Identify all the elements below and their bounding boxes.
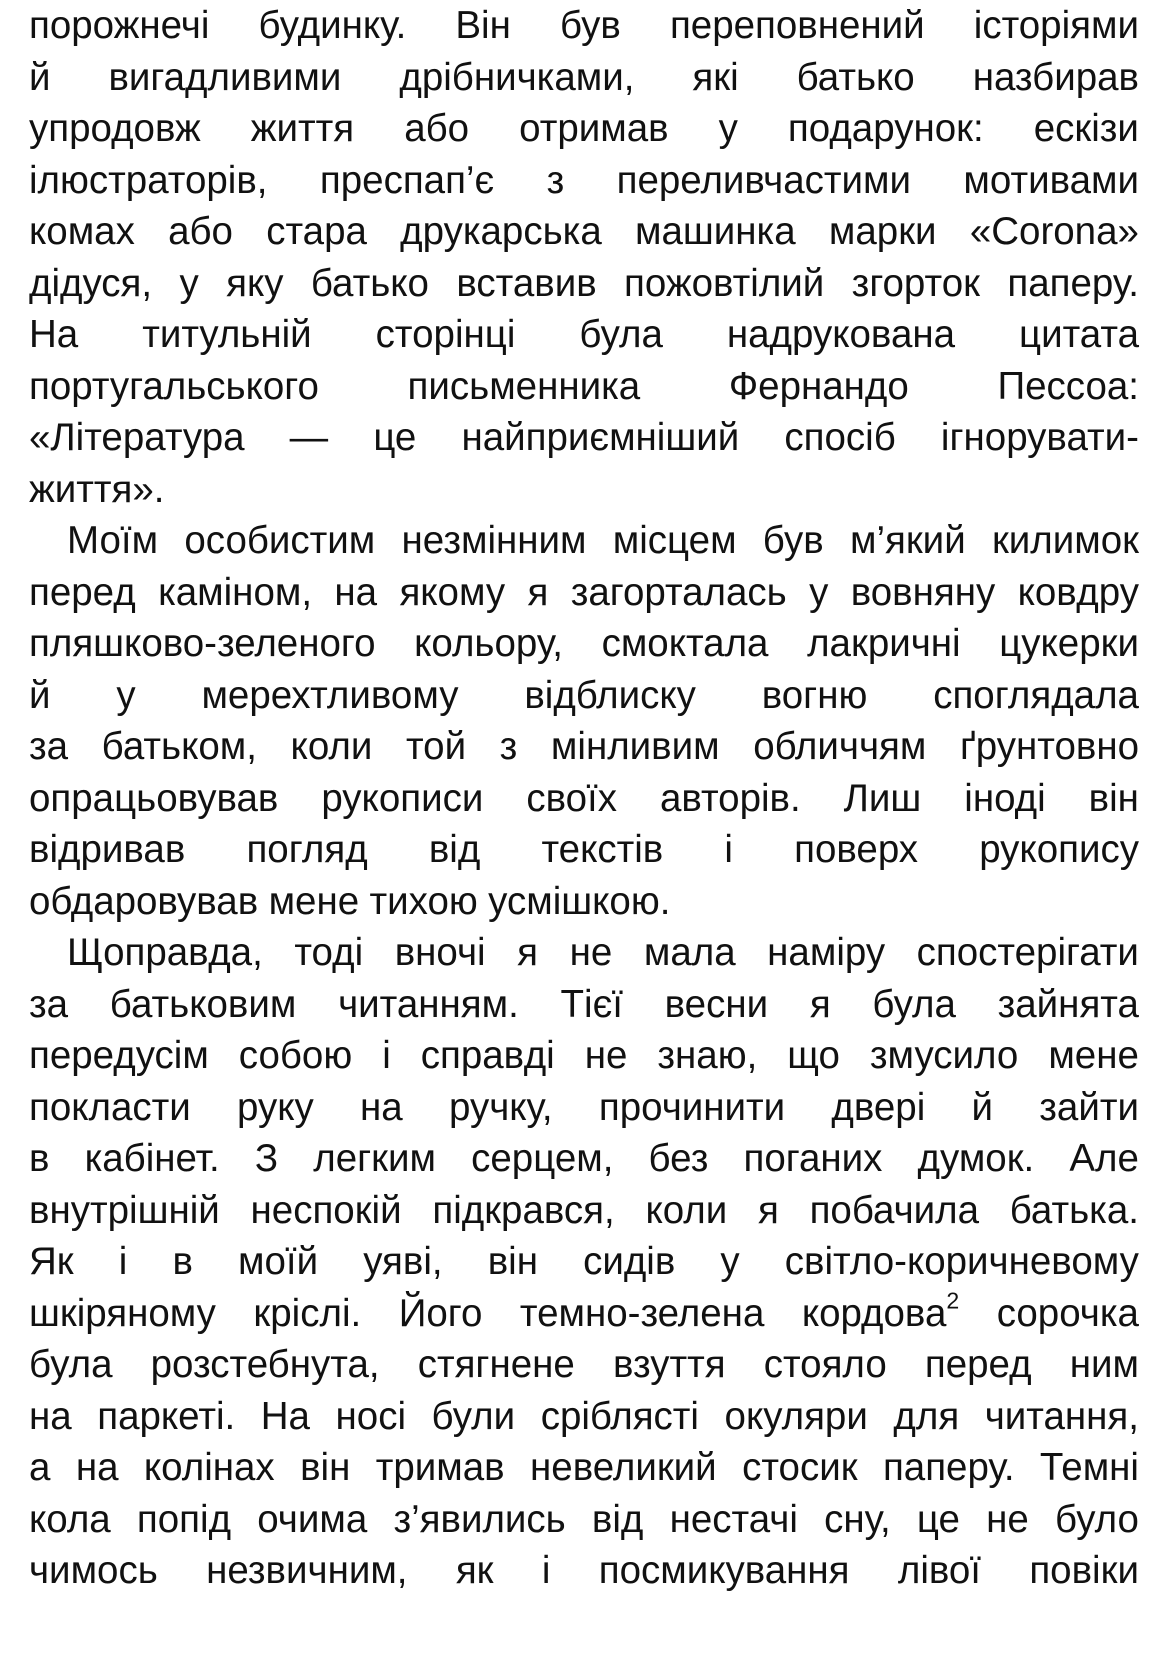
word: мала xyxy=(643,931,736,974)
word: іноді xyxy=(964,776,1046,820)
word: ґрунтовно xyxy=(959,725,1139,768)
word: обличчям xyxy=(753,725,927,768)
word: перед xyxy=(29,570,136,614)
word: що xyxy=(787,1034,840,1077)
word: килимок xyxy=(991,519,1139,562)
word: споглядала xyxy=(933,673,1139,717)
word: незвичним, xyxy=(206,1549,408,1592)
word: друкарська xyxy=(400,210,602,253)
word: письменника xyxy=(407,364,641,408)
text-line xyxy=(29,1391,1139,1443)
word: й xyxy=(29,55,51,99)
word: вигадливими xyxy=(108,55,342,99)
word: змусило xyxy=(869,1034,1019,1077)
word: життя xyxy=(250,107,355,150)
word: справді xyxy=(420,1034,555,1077)
word: цукерки xyxy=(999,622,1139,665)
word: переповнений xyxy=(669,4,925,47)
word: у xyxy=(720,1240,740,1283)
word: світло-коричневому xyxy=(784,1240,1139,1283)
word: без xyxy=(648,1137,709,1180)
word: а xyxy=(29,1446,51,1489)
word: життя». xyxy=(29,467,165,511)
word: рукописи xyxy=(321,776,484,820)
word: попід xyxy=(136,1497,232,1541)
word: паперу. xyxy=(1007,261,1139,305)
text-line xyxy=(29,361,1139,413)
word: я xyxy=(809,982,831,1026)
word: я xyxy=(527,570,549,614)
word: найприємніший xyxy=(461,416,740,459)
word: від xyxy=(591,1497,644,1541)
word: були xyxy=(431,1394,516,1438)
word: історіями xyxy=(973,4,1139,47)
paragraph xyxy=(29,927,1139,1597)
word: повіки xyxy=(1029,1549,1139,1592)
word: він xyxy=(1088,776,1139,820)
word: була xyxy=(579,313,663,356)
word: зайнята xyxy=(997,982,1139,1026)
text-line xyxy=(29,1339,1139,1391)
word: читанням. xyxy=(338,982,519,1026)
word: батько xyxy=(796,55,915,99)
text-line xyxy=(29,824,1139,876)
word: своїх xyxy=(526,776,617,820)
word: з’явились xyxy=(393,1497,566,1541)
paragraph xyxy=(29,0,1139,515)
word: не xyxy=(584,1034,628,1077)
word: сріблясті xyxy=(540,1394,699,1438)
word: і xyxy=(382,1034,391,1077)
word: пляшково-зеленого xyxy=(29,622,376,665)
word: «Corona» xyxy=(969,210,1139,253)
word: паркеті. xyxy=(97,1394,236,1438)
text-line xyxy=(29,464,1139,516)
word: у xyxy=(718,107,738,150)
word: відблиску xyxy=(524,673,696,717)
word: авторів. xyxy=(659,776,801,820)
word: Тієї xyxy=(560,982,623,1026)
word: порожнечі xyxy=(29,4,210,47)
word: очима xyxy=(257,1497,368,1541)
text-line xyxy=(29,103,1139,155)
word: він xyxy=(487,1240,538,1283)
word: я xyxy=(517,931,539,974)
word: рукопису xyxy=(979,828,1139,871)
word: був xyxy=(559,4,621,47)
word: для xyxy=(893,1394,960,1438)
word: ним xyxy=(1069,1343,1139,1386)
word: особистим xyxy=(184,519,376,562)
word: погляд xyxy=(246,828,368,871)
word: темно-зелена xyxy=(519,1291,765,1335)
word: у xyxy=(116,673,136,717)
word: кріслі. xyxy=(253,1291,362,1335)
word: Пессоа: xyxy=(997,364,1139,408)
text-line xyxy=(29,412,1139,464)
word: нестачі xyxy=(669,1497,798,1541)
word: наміру xyxy=(767,931,886,974)
word: стара xyxy=(266,210,367,253)
document-page xyxy=(29,0,1139,1597)
word: сну, xyxy=(824,1497,891,1541)
word: ескізи xyxy=(1033,107,1139,150)
word: паперу. xyxy=(882,1446,1015,1489)
word: спостерігати xyxy=(916,931,1139,974)
text-line xyxy=(29,876,1139,928)
word: вставив xyxy=(456,261,597,305)
word: взуття xyxy=(612,1343,726,1386)
word: і xyxy=(541,1549,551,1592)
text-line xyxy=(29,1082,1139,1134)
word: моїй xyxy=(238,1240,319,1283)
word: відривав xyxy=(29,828,186,871)
word: з xyxy=(546,158,565,202)
word: подарунок: xyxy=(787,107,984,150)
word: кабінет. xyxy=(84,1137,220,1180)
word: не xyxy=(569,931,613,974)
text-line xyxy=(29,1442,1139,1494)
word: На xyxy=(260,1394,310,1438)
word: тоді xyxy=(294,931,364,974)
text-line xyxy=(29,1288,1139,1340)
word: собою xyxy=(238,1034,353,1077)
word: руку xyxy=(237,1085,314,1129)
word: Його xyxy=(398,1291,483,1335)
text-line xyxy=(29,670,1139,722)
word: батька. xyxy=(1009,1188,1139,1232)
word: мінливим xyxy=(550,725,720,768)
word: мерехтливому xyxy=(201,673,459,717)
word: Але xyxy=(1069,1137,1139,1180)
word: або xyxy=(168,210,233,253)
word: я xyxy=(757,1188,779,1232)
footnote-marker[interactable]: 2 xyxy=(946,1287,960,1314)
word: смоктала xyxy=(601,622,769,665)
word: вовняну xyxy=(850,570,996,614)
word: отримав xyxy=(519,107,669,150)
word: каміном, xyxy=(158,570,313,614)
word: посмикування xyxy=(598,1549,850,1592)
word: будинку. xyxy=(258,4,407,47)
word: Лиш xyxy=(843,776,922,820)
word: м’який xyxy=(849,519,966,562)
word: вогню xyxy=(761,673,868,717)
word: носі xyxy=(335,1394,406,1438)
word: португальського xyxy=(29,364,319,408)
word: серцем, xyxy=(471,1137,614,1180)
paragraph xyxy=(29,515,1139,927)
word: коли xyxy=(290,725,373,768)
word: чимось xyxy=(29,1549,158,1592)
word: не xyxy=(986,1497,1029,1541)
word: внутрішній xyxy=(29,1188,220,1232)
word: марки xyxy=(828,210,937,253)
word: прочинити xyxy=(598,1085,786,1129)
word: лівої xyxy=(897,1549,982,1592)
word: як xyxy=(455,1549,494,1592)
word: весни xyxy=(664,982,769,1026)
word: розстебнута, xyxy=(150,1343,380,1386)
text-line xyxy=(29,155,1139,207)
word: кольору, xyxy=(414,622,563,665)
word: незмінним xyxy=(401,519,587,562)
word: сидів xyxy=(583,1240,676,1283)
word: передусім xyxy=(29,1034,209,1077)
text-line xyxy=(29,1236,1139,1288)
word: Він xyxy=(455,4,511,47)
word: він xyxy=(300,1446,351,1489)
word: якому xyxy=(399,570,506,614)
word: або xyxy=(404,107,470,150)
word: підкрався, xyxy=(432,1188,615,1232)
word: кола xyxy=(29,1497,111,1541)
word: читання, xyxy=(984,1394,1139,1438)
word: легким xyxy=(313,1137,437,1180)
word: неспокій xyxy=(250,1188,402,1232)
word: переливчастими xyxy=(616,158,911,202)
text-line xyxy=(29,1545,1139,1597)
word: Моїм xyxy=(67,519,159,562)
text-line xyxy=(29,1133,1139,1185)
word: ковдру xyxy=(1017,570,1139,614)
word: коли xyxy=(645,1188,728,1232)
word: поверх xyxy=(794,828,919,871)
text-line xyxy=(29,515,1139,567)
word: усмішкою. xyxy=(488,879,671,923)
word: побачила xyxy=(809,1188,980,1232)
word: кордова$^2$ xyxy=(801,1287,960,1335)
word: обдаровував xyxy=(29,879,259,923)
word: Щоправда, xyxy=(67,931,263,974)
word: які xyxy=(692,55,739,99)
text-line xyxy=(29,567,1139,619)
text-line xyxy=(29,773,1139,825)
word: машинка xyxy=(635,210,796,253)
word: батьком, xyxy=(101,725,257,768)
word: невеликий xyxy=(530,1446,717,1489)
text-line xyxy=(29,258,1139,310)
word: вночі xyxy=(394,931,486,974)
word: На xyxy=(29,313,79,356)
word: упродовж xyxy=(29,107,201,150)
word: стягнене xyxy=(417,1343,575,1386)
word: у xyxy=(179,261,199,305)
word: колінах xyxy=(143,1446,275,1489)
word: в xyxy=(29,1137,50,1180)
word: преспап’є xyxy=(319,158,495,202)
word: на xyxy=(334,570,378,614)
word: той xyxy=(405,725,467,768)
word: батько xyxy=(310,261,429,305)
word: надрукована xyxy=(726,313,956,356)
word: яку xyxy=(226,261,284,305)
word: думок. xyxy=(917,1137,1035,1180)
word: мотивами xyxy=(963,158,1139,202)
text-line xyxy=(29,1185,1139,1237)
text-line xyxy=(29,52,1139,104)
word: на xyxy=(29,1394,72,1438)
word: шкіряному xyxy=(29,1291,216,1335)
text-line xyxy=(29,0,1139,52)
word: і xyxy=(724,828,733,871)
word: сторінці xyxy=(375,313,516,356)
word: за xyxy=(29,982,69,1026)
word: місцем xyxy=(612,519,737,562)
word: у xyxy=(809,570,829,614)
word: на xyxy=(75,1446,119,1489)
text-line xyxy=(29,206,1139,258)
word: ілюстраторів, xyxy=(29,158,268,202)
word: з xyxy=(499,725,518,768)
word: перед xyxy=(924,1343,1032,1386)
text-line xyxy=(29,618,1139,670)
word: Темні xyxy=(1039,1446,1139,1489)
word: мене xyxy=(268,879,360,923)
text-line xyxy=(29,979,1139,1031)
word: за xyxy=(29,725,69,768)
word: дрібничками, xyxy=(399,55,635,99)
word: покласти xyxy=(29,1085,191,1129)
word: й xyxy=(971,1085,994,1129)
word: опрацьовував xyxy=(29,776,279,820)
word: цитата xyxy=(1019,313,1139,356)
word: Фернандо xyxy=(728,364,909,408)
word: Як xyxy=(29,1240,74,1283)
word: пожовтілий xyxy=(624,261,825,305)
word: стояло xyxy=(763,1343,887,1386)
word: спосіб xyxy=(784,416,896,459)
word: й xyxy=(29,673,51,717)
word: була xyxy=(872,982,956,1026)
word: в xyxy=(172,1240,193,1283)
word: стосик xyxy=(742,1446,858,1489)
word: це xyxy=(373,416,417,459)
word: назбирав xyxy=(972,55,1139,99)
word: від xyxy=(428,828,481,871)
word: на xyxy=(360,1085,403,1129)
word: окуляри xyxy=(724,1394,868,1438)
word: поганих xyxy=(743,1137,883,1180)
word: ігнорувати- xyxy=(940,416,1139,459)
word: був xyxy=(762,519,824,562)
word: уяві, xyxy=(363,1240,443,1283)
word: і xyxy=(118,1240,128,1283)
word: ручку, xyxy=(448,1085,553,1129)
word: батьковим xyxy=(109,982,297,1026)
word: це xyxy=(916,1497,960,1541)
word: сорочка xyxy=(996,1291,1139,1335)
word: зайти xyxy=(1039,1085,1139,1129)
word: титульній xyxy=(142,313,312,356)
word: лакричні xyxy=(807,622,961,665)
text-line xyxy=(29,927,1139,979)
word: мене xyxy=(1048,1034,1139,1077)
text-line xyxy=(29,721,1139,773)
word: загорталась xyxy=(570,570,787,614)
word: дідуся, xyxy=(29,261,153,305)
word: тримав xyxy=(375,1446,505,1489)
word: текстів xyxy=(541,828,664,871)
word: — xyxy=(289,416,329,459)
word: двері xyxy=(831,1085,926,1129)
text-line xyxy=(29,309,1139,361)
word: тихою xyxy=(369,879,478,923)
word: комах xyxy=(29,210,135,253)
text-line xyxy=(29,1494,1139,1546)
word: «Література xyxy=(29,416,245,459)
word: З xyxy=(254,1137,279,1180)
word: було xyxy=(1054,1497,1139,1541)
word: була xyxy=(29,1343,113,1386)
text-line xyxy=(29,1030,1139,1082)
word: згорток xyxy=(851,261,980,305)
word: знаю, xyxy=(657,1034,758,1077)
